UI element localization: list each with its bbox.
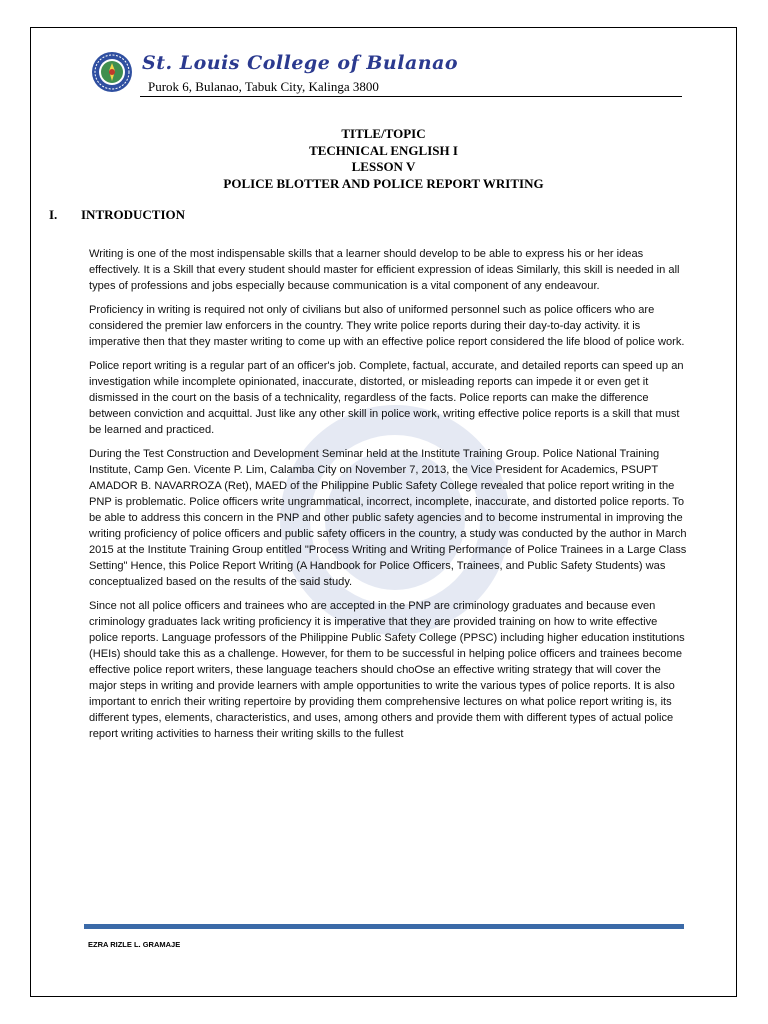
footer-divider <box>84 924 684 929</box>
section-title: INTRODUCTION <box>81 207 186 222</box>
section-heading <box>49 207 185 223</box>
paragraph: During the Test Construction and Development Seminar held at the Institute Training Group. Police National Training Institute, Camp Gen. Vicente P. Lim, Calamba City on November 7, 2013, the Vice President for Academics, PSUPT AMADOR B. NAVARROZA (Ret), MAED of the Philippine Public Safety College revealed that police report writing in the PNP is problematic. Police officers write ungrammatical, incorrect, incomplete, inaccurate, and distorted police reports. To be able to address this concern in the PNP and other public safety agencies and to become instrumental in improving the writing proficiency of police officers and public safety officers in the country, a study was conducted by the author in March 2015 at the Institute Training Group entitled "Process Writing and Writing Performance of Police Trainees in a Large Class Setting" Hence, this Police Report Writing (A Handbook for Police Officers, Trainees, and Public Safety Students) was conceptualized based on the results of the said study. <box>89 448 687 588</box>
college-seal-icon <box>91 51 133 93</box>
paragraph: Proficiency in writing is required not only of civilians but also of uniformed personnel such as police officers who are considered the premier law enforcers in the country. They write police reports during their day-to-day activity. it is imperative then that they master writing to come up with an effective police report considered the life blood of police work. <box>89 304 685 348</box>
introduction-body <box>89 246 689 750</box>
paragraph: Since not all police officers and trainees who are accepted in the PNP are criminology graduates and because even criminology graduates lack writing proficiency it is imperative that they are provided training on how to write effective police reports. Language professors of the Philippine Public Safety College (PPSC) including higher education institutions (HEIs) should take this as a challenge. However, for them to be successful in helping police officers and trainees become effective police report writers, these language teachers should choOse an effective writing strategy that will cover the major steps in writing and provide learners with ample opportunities to write the various types of police reports. It is also important to enrich their writing repertoire by providing them comprehensive lectures on what police report writing is, its different types, elements, characteristics, and uses, among others and provide them with different types of actual police report writing activities to harness their writing skills to the fullest <box>89 600 685 740</box>
title-topic: TITLE/TOPIC <box>341 126 426 141</box>
course-title: TECHNICAL ENGLISH I <box>309 142 458 158</box>
lesson-title: POLICE BLOTTER AND POLICE REPORT WRITING <box>223 175 544 191</box>
paragraph: Police report writing is a regular part of an officer's job. Complete, factual, accurate, and detailed reports can speed up an investigation while incomplete opinionated, inaccurate, distorted, or misleading reports can impede it or even get it dismissed in the court on the basis of a technicality, regardless of the facts. Police reports can make the difference between conviction and acquittal. Just like any other skill in police work, writing effective police reports is a skill that must be learned and practiced. <box>89 360 684 436</box>
footer-author: EZRA RIZLE L. GRAMAJE <box>88 940 181 949</box>
lesson-number: LESSON V <box>351 159 416 174</box>
school-name: St. Louis College of Bulanao <box>142 52 459 74</box>
header-divider <box>140 96 682 97</box>
document-title-block <box>30 126 737 192</box>
section-number: I. <box>49 207 58 222</box>
paragraph: Writing is one of the most indispensable skills that a learner should develop to be able to express his or her ideas effectively. It is a Skill that every student should master for efficient expression of ideas Similarly, this skill is needed in all types of professions and jobs especially because communication is a vital component of any endeavour. <box>89 248 680 292</box>
school-address: Purok 6, Bulanao, Tabuk City, Kalinga 3800 <box>148 79 379 94</box>
